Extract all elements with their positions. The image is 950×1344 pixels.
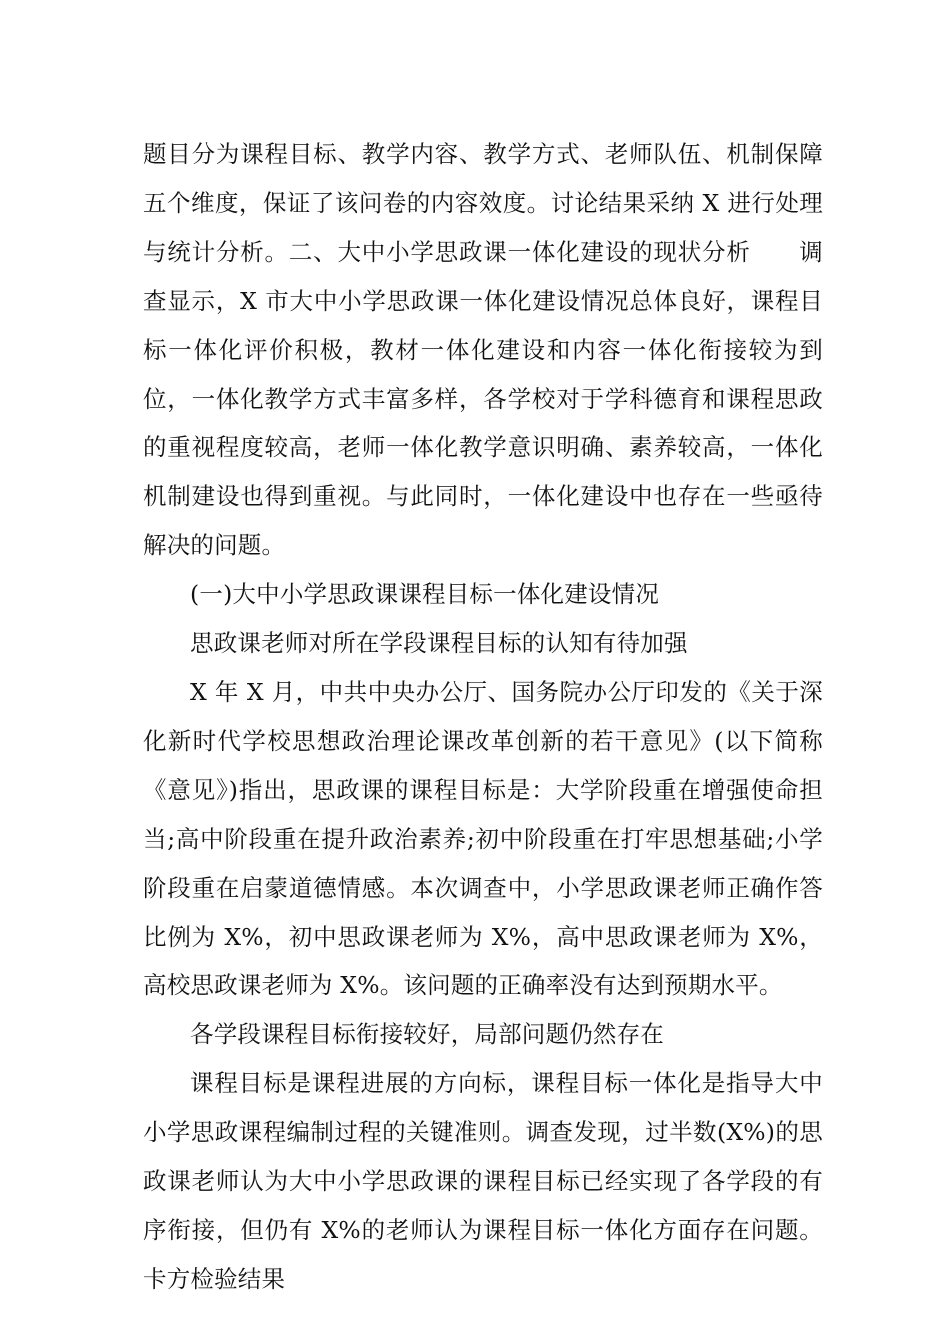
paragraph-survey-intro: 题目分为课程目标、教学内容、教学方式、老师队伍、机制保障五个维度，保证了该问卷的内容效度。讨论结果采纳 X 进行处理与统计分析。二、大中小学思政课一体化建设的现状分析 调查显示，X 市大中小学思政课一体化建设情况总体良好，课程目标一体化评价积极，教材一体化建设和内容一体化衔接较为到位，一体化教学方式丰富多样，各学校对于学科德育和课程思政的重视程度较高，老师一体化教学意识明确、素养较高，一体化机制建设也得到重视。与此同时，一体化建设中也存在一些亟待解决的问题。	[143, 140, 823, 560]
paragraph-policy-opinion: X 年 X 月，中共中央办公厅、国务院办公厅印发的《关于深化新时代学校思想政治理论课改革创新的若干意见》(以下简称《意见》)指出，思政课的课程目标是：大学阶段重在增强使命担当;高中阶段重在提升政治素养;初中阶段重在打牢思想基础;小学阶段重在启蒙道德情感。本次调查中，小学思政课老师正确作答比例为 X%，初中思政课老师为 X%，高中思政课老师为 X%，高校思政课老师为 X%。该问题的正确率没有达到预期水平。	[143, 677, 823, 1000]
paragraph-goal-findings: 课程目标是课程进展的方向标，课程目标一体化是指导大中小学思政课程编制过程的关键准则。调查发现，过半数(X%)的思政课老师认为大中小学思政课的课程目标已经实现了各学段的有序衔接，但仍有 X%的老师认为课程目标一体化方面存在问题。卡方检验结果	[143, 1069, 823, 1293]
subheading-teacher-cognition: 思政课老师对所在学段课程目标的认知有待加强	[190, 629, 688, 658]
subheading-goal-connection: 各学段课程目标衔接较好，局部问题仍然存在	[190, 1020, 664, 1049]
document-body	[143, 130, 823, 1304]
section-heading-course-goals: (一)大中小学思政课课程目标一体化建设情况	[190, 580, 660, 609]
